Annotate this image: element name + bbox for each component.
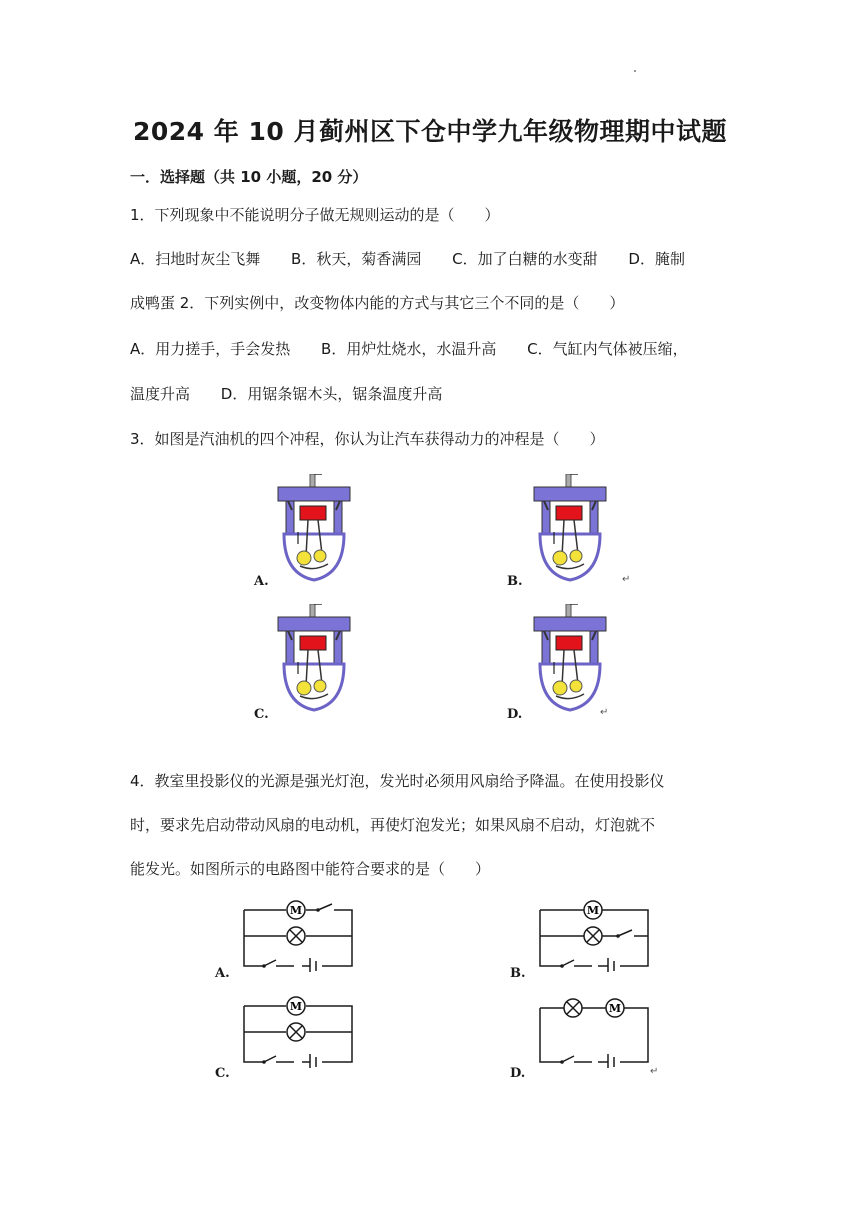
scan-speck [634,70,636,72]
page-title: 2024 年 10 月蓟州区下仓中学九年级物理期中试题 [133,117,727,146]
engine-diagram-a [270,474,360,592]
engine-diagram-d [526,604,616,722]
motor-symbol: M [289,1000,303,1013]
question-2-stem: 成鸭蛋 2．下列实例中，改变物体内能的方式与其它三个不同的是（ ） [130,294,625,312]
motor-symbol: M [608,1002,622,1015]
q2-option-c-cont: 温度升高 [130,385,191,403]
q1-option-a: A．扫地时灰尘飞舞 [130,250,261,268]
q1-option-c: C．加了白糖的水变甜 [452,250,598,268]
engine-label-a: A. [254,574,269,589]
circuit-label-d: D. [510,1066,526,1081]
q2-option-a: A．用力搓手，手会发热 [130,340,291,358]
question-4-line3: 能发光。如图所示的电路图中能符合要求的是（ ） [130,860,491,878]
circuit-diagram-a [240,900,358,972]
return-mark: ↵ [600,707,609,718]
question-2-options-line2 [130,383,442,404]
circuit-diagram-c [240,996,358,1068]
q1-option-d: D．腌制 [628,250,685,268]
return-mark: ↵ [622,574,631,585]
circuit-label-c: C. [215,1066,230,1081]
question-3-stem: 3．如图是汽油机的四个冲程，你认为让汽车获得动力的冲程是（ ） [130,430,605,448]
engine-label-d: D. [507,707,523,722]
engine-label-c: C. [254,707,269,722]
circuit-diagram-d [536,996,654,1068]
motor-symbol: M [586,904,600,917]
return-mark: ↵ [650,1066,659,1077]
q1-option-b: B．秋天，菊香满园 [291,250,422,268]
circuit-label-b: B. [510,966,526,981]
question-2-options-line1 [130,338,688,359]
circuit-label-a: A. [215,966,230,981]
question-4-line2: 时，要求先启动带动风扇的电动机，再使灯泡发光；如果风扇不启动，灯泡就不 [130,816,656,834]
section-heading: 一．选择题（共 10 小题，20 分） [130,168,368,186]
engine-diagram-b [526,474,616,592]
q2-option-c: C．气缸内气体被压缩， [527,340,688,358]
question-1-options [130,248,685,269]
engine-diagram-c [270,604,360,722]
motor-symbol: M [289,904,303,917]
circuit-diagram-b [536,900,654,972]
q2-option-b: B．用炉灶烧水，水温升高 [321,340,497,358]
q2-option-d: D．用锯条锯木头，锯条温度升高 [220,385,443,403]
question-1-stem: 1．下列现象中不能说明分子做无规则运动的是（ ） [130,206,500,224]
question-4-line1: 4．教室里投影仪的光源是强光灯泡，发光时必须用风扇给予降温。在使用投影仪 [130,772,665,790]
engine-label-b: B. [507,574,523,589]
